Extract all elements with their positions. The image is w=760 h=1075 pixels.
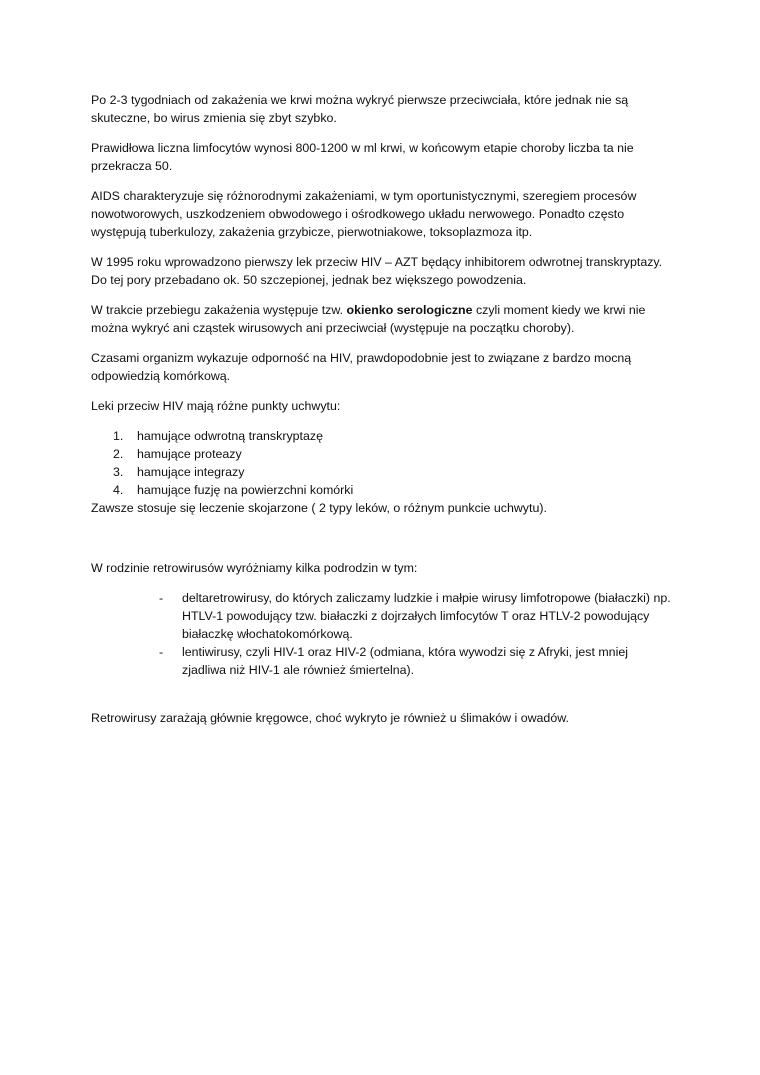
list-number: 4. [113, 483, 124, 497]
list-item-text: hamujące proteazy [137, 447, 242, 461]
paragraph-subfamilies-intro: W rodzinie retrowirusów wyróżniamy kilka podrodzin w tym: [91, 561, 418, 575]
paragraph-combined-therapy: Zawsze stosuje się leczenie skojarzone ( 2 typy leków, o różnym punkcie uchwytu). [91, 501, 547, 515]
list-number: 1. [113, 429, 124, 443]
spacer [91, 679, 671, 709]
paragraph-retrovirus-hosts: Retrowirusy zarażają głównie kręgowce, choć wykryto je również u ślimaków i owadów. [91, 711, 569, 725]
list-item [91, 463, 671, 481]
list-item [91, 481, 671, 499]
list-item-text: deltaretrowirusy, do których zaliczamy ludzkie i małpie wirusy limfotropowe (białaczki) np. HTLV-1 powodujący tzw. białaczki z dojrzałych limfocytów T oraz HTLV-2 powodujący białaczkę włochatokomórkową. [182, 591, 671, 641]
list-number: 3. [113, 465, 124, 479]
paragraph-immunity: Czasami organizm wykazuje odporność na HIV, prawdopodobnie jest to związane z bardzo mocną odpowiedzią komórkową. [91, 351, 632, 383]
paragraph-aids-symptoms: AIDS charakteryzuje się różnorodnymi zakażeniami, w tym oportunistycznymi, szeregiem procesów nowotworowych, uszkodzeniem obwodowego i ośrodkowego układu nerwowego. Ponadto często występują tuberkulozy, zakażenia grzybicze, pierwotniakowe, toksoplazmoza itp. [91, 189, 637, 239]
subfamilies-list [91, 589, 671, 679]
list-item [91, 589, 671, 643]
list-item-text: lentiwirusy, czyli HIV-1 oraz HIV-2 (odmiana, która wywodzi się z Afryki, jest mniej zjadliwa niż HIV-1 ale również śmiertelna). [182, 645, 628, 677]
document-page [91, 91, 671, 739]
list-item [91, 445, 671, 463]
list-item-text: hamujące fuzję na powierzchni komórki [137, 483, 354, 497]
list-item-text: hamujące odwrotną transkryptazę [137, 429, 323, 443]
paragraph-drug-targets-intro: Leki przeciw HIV mają różne punkty uchwytu: [91, 399, 341, 413]
list-item-text: hamujące integrazy [137, 465, 245, 479]
paragraph-lymphocytes: Prawidłowa liczna limfocytów wynosi 800-1200 w ml krwi, w końcowym etapie choroby liczba ta nie przekracza 50. [91, 141, 634, 173]
paragraph-azt: W 1995 roku wprowadzono pierwszy lek przeciw HIV – AZT będący inhibitorem odwrotnej transkryptazy. Do tej pory przebadano ok. 50 szczepionej, jednak bez większego powodzenia. [91, 255, 663, 287]
spacer [91, 517, 671, 559]
serological-text-before: W trakcie przebiegu zakażenia występuje tzw. [91, 303, 347, 317]
serological-window-term: okienko serologiczne [346, 303, 473, 317]
list-dash: - [159, 645, 164, 659]
list-dash: - [159, 591, 164, 605]
paragraph-antibodies: Po 2-3 tygodniach od zakażenia we krwi można wykryć pierwsze przeciwciała, które jednak nie są skuteczne, bo wirus zmienia się zbyt szybko. [91, 93, 629, 125]
list-item [91, 427, 671, 445]
paragraph-serological-window [91, 301, 671, 337]
serological-text-after: czyli moment kiedy we krwi nie można wykryć ani cząstek wirusowych ani przeciwciał (występuje na początku choroby). [91, 303, 646, 335]
drug-targets-list [91, 427, 671, 499]
list-item [91, 643, 671, 679]
list-number: 2. [113, 447, 124, 461]
